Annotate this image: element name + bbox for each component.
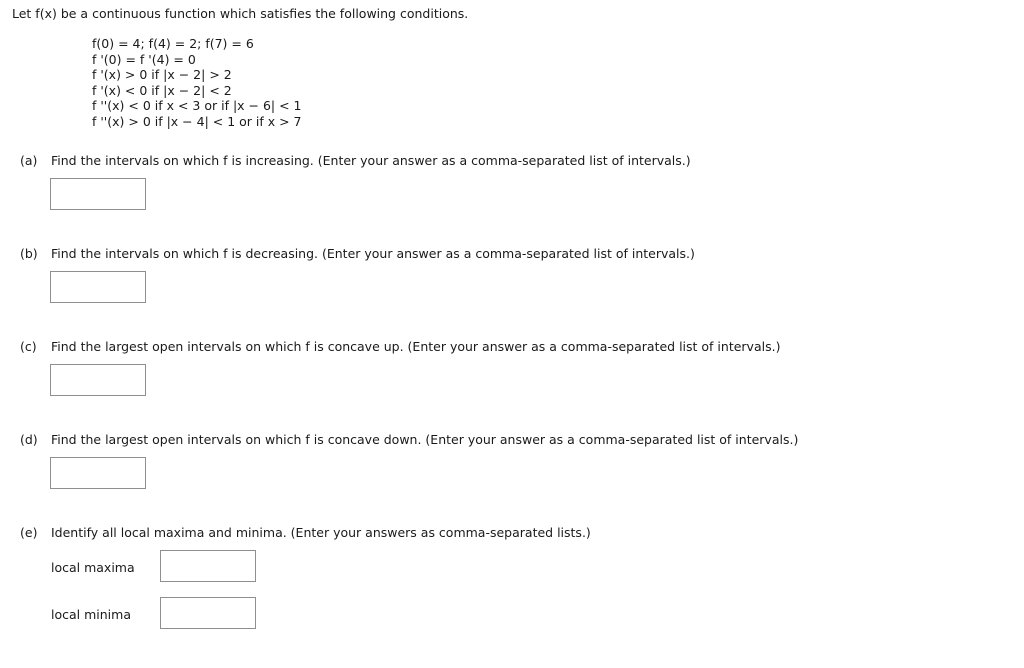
condition-2: f '(0) = f '(4) = 0: [92, 51, 196, 67]
condition-5: f ''(x) < 0 if x < 3 or if |x − 6| < 1: [92, 98, 302, 114]
part-a-text: Find the intervals on which f is increasing. (Enter your answer as a comma-separated list of intervals.): [51, 153, 691, 168]
part-b-question: [20, 246, 695, 261]
local-maxima-label: local maxima: [51, 560, 135, 575]
answer-a-input[interactable]: [50, 178, 146, 210]
part-c-text: Find the largest open intervals on which f is concave up. (Enter your answer as a comma-separated list of intervals.): [51, 339, 781, 354]
local-minima-input[interactable]: [160, 597, 256, 629]
part-d-letter: (d): [20, 432, 38, 447]
condition-3: f '(x) > 0 if |x − 2| > 2: [92, 67, 232, 83]
answer-c-input[interactable]: [50, 364, 146, 396]
local-minima-label: local minima: [51, 607, 131, 622]
part-d-question: [20, 432, 798, 447]
part-d-text: Find the largest open intervals on which f is concave down. (Enter your answer as a comma-separated list of intervals.): [51, 432, 799, 447]
part-a-letter: (a): [20, 153, 38, 168]
part-e-letter: (e): [20, 525, 38, 540]
part-e-text: Identify all local maxima and minima. (Enter your answers as comma-separated lists.): [51, 525, 591, 540]
answer-b-input[interactable]: [50, 271, 146, 303]
part-c-question: [20, 339, 780, 354]
part-b-text: Find the intervals on which f is decreasing. (Enter your answer as a comma-separated list of intervals.): [51, 246, 695, 261]
problem-intro: Let f(x) be a continuous function which satisfies the following conditions.: [12, 6, 469, 21]
conditions-list: [92, 36, 302, 130]
condition-4: f '(x) < 0 if |x − 2| < 2: [92, 82, 232, 98]
part-e-question: [20, 525, 591, 540]
part-a-question: [20, 153, 691, 168]
part-c-letter: (c): [20, 339, 37, 354]
answer-d-input[interactable]: [50, 457, 146, 489]
condition-6: f ''(x) > 0 if |x − 4| < 1 or if x > 7: [92, 113, 302, 129]
part-b-letter: (b): [20, 246, 38, 261]
condition-1: f(0) = 4; f(4) = 2; f(7) = 6: [92, 36, 254, 51]
local-maxima-input[interactable]: [160, 550, 256, 582]
